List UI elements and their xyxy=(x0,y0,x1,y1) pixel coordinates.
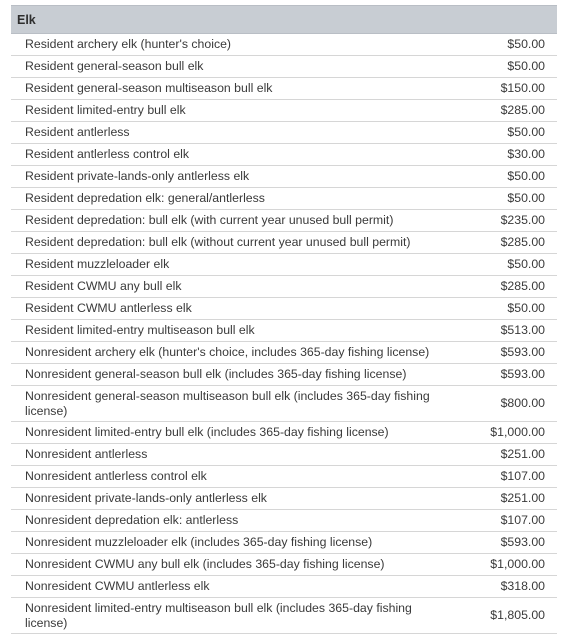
permit-description: Nonresident general-season multiseason bull elk (includes 365-day fishing license) xyxy=(11,386,457,422)
permit-price: $251.00 xyxy=(457,488,557,510)
permit-description: Resident depredation: bull elk (without current year unused bull permit) xyxy=(11,232,457,254)
permit-description: Nonresident limited-entry bull elk (includes 365-day fishing license) xyxy=(11,422,457,444)
table-row xyxy=(11,34,557,56)
table-row xyxy=(11,466,557,488)
table-row xyxy=(11,210,557,232)
permit-price: $800.00 xyxy=(457,386,557,422)
permit-price: $50.00 xyxy=(457,254,557,276)
permit-description: Resident muzzleloader elk xyxy=(11,254,457,276)
table-row xyxy=(11,364,557,386)
permit-price: $235.00 xyxy=(457,210,557,232)
table-row xyxy=(11,320,557,342)
permit-description: Nonresident private-lands-only antlerless elk xyxy=(11,488,457,510)
table-row xyxy=(11,298,557,320)
permit-description: Resident general-season multiseason bull elk xyxy=(11,78,457,100)
permit-description: Resident private-lands-only antlerless elk xyxy=(11,166,457,188)
table-row xyxy=(11,78,557,100)
table-row xyxy=(11,166,557,188)
permit-description: Nonresident general-season bull elk (includes 365-day fishing license) xyxy=(11,364,457,386)
table-row xyxy=(11,598,557,634)
table-row xyxy=(11,488,557,510)
permit-price: $285.00 xyxy=(457,276,557,298)
permit-description: Resident antlerless control elk xyxy=(11,144,457,166)
permit-price: $593.00 xyxy=(457,532,557,554)
permit-description: Resident general-season bull elk xyxy=(11,56,457,78)
table-row xyxy=(11,422,557,444)
permit-price: $107.00 xyxy=(457,466,557,488)
permit-description: Resident limited-entry multiseason bull elk xyxy=(11,320,457,342)
permit-price: $150.00 xyxy=(457,78,557,100)
permit-description: Resident archery elk (hunter's choice) xyxy=(11,34,457,56)
table-row xyxy=(11,254,557,276)
table-row xyxy=(11,276,557,298)
permit-price: $1,805.00 xyxy=(457,598,557,634)
permit-description: Resident depredation elk: general/antlerless xyxy=(11,188,457,210)
permit-price: $50.00 xyxy=(457,298,557,320)
permit-description: Nonresident archery elk (hunter's choice, includes 365-day fishing license) xyxy=(11,342,457,364)
table-header xyxy=(11,6,557,34)
permit-description: Nonresident limited-entry multiseason bull elk (includes 365-day fishing license) xyxy=(11,598,457,634)
permit-price: $50.00 xyxy=(457,34,557,56)
table-row xyxy=(11,232,557,254)
table-row xyxy=(11,342,557,364)
permit-price: $50.00 xyxy=(457,166,557,188)
header-row xyxy=(11,6,557,34)
table-row xyxy=(11,188,557,210)
permit-description: Nonresident antlerless control elk xyxy=(11,466,457,488)
table-row xyxy=(11,144,557,166)
permit-price: $285.00 xyxy=(457,232,557,254)
permit-description: Resident depredation: bull elk (with current year unused bull permit) xyxy=(11,210,457,232)
permit-price: $50.00 xyxy=(457,122,557,144)
permit-price: $251.00 xyxy=(457,444,557,466)
permit-description: Resident antlerless xyxy=(11,122,457,144)
permit-price: $50.00 xyxy=(457,56,557,78)
table-row xyxy=(11,444,557,466)
table-header-title: Elk xyxy=(11,6,557,34)
table-row xyxy=(11,554,557,576)
permit-description: Nonresident CWMU antlerless elk xyxy=(11,576,457,598)
permit-price: $50.00 xyxy=(457,188,557,210)
table-row xyxy=(11,386,557,422)
table-row xyxy=(11,510,557,532)
permit-description: Nonresident CWMU any bull elk (includes 365-day fishing license) xyxy=(11,554,457,576)
permit-price: $1,000.00 xyxy=(457,422,557,444)
permit-description: Resident limited-entry bull elk xyxy=(11,100,457,122)
permit-price: $30.00 xyxy=(457,144,557,166)
permit-price: $318.00 xyxy=(457,576,557,598)
permit-price: $285.00 xyxy=(457,100,557,122)
permit-price: $107.00 xyxy=(457,510,557,532)
elk-fee-table-container xyxy=(11,5,557,634)
table-row xyxy=(11,532,557,554)
table-row xyxy=(11,56,557,78)
permit-price: $593.00 xyxy=(457,364,557,386)
permit-price: $513.00 xyxy=(457,320,557,342)
permit-description: Resident CWMU antlerless elk xyxy=(11,298,457,320)
permit-price: $1,000.00 xyxy=(457,554,557,576)
table-row xyxy=(11,100,557,122)
table-row xyxy=(11,122,557,144)
permit-price: $593.00 xyxy=(457,342,557,364)
table-body xyxy=(11,34,557,634)
elk-fee-table xyxy=(11,5,557,634)
permit-description: Nonresident antlerless xyxy=(11,444,457,466)
permit-description: Nonresident depredation elk: antlerless xyxy=(11,510,457,532)
permit-description: Resident CWMU any bull elk xyxy=(11,276,457,298)
permit-description: Nonresident muzzleloader elk (includes 365-day fishing license) xyxy=(11,532,457,554)
table-row xyxy=(11,576,557,598)
